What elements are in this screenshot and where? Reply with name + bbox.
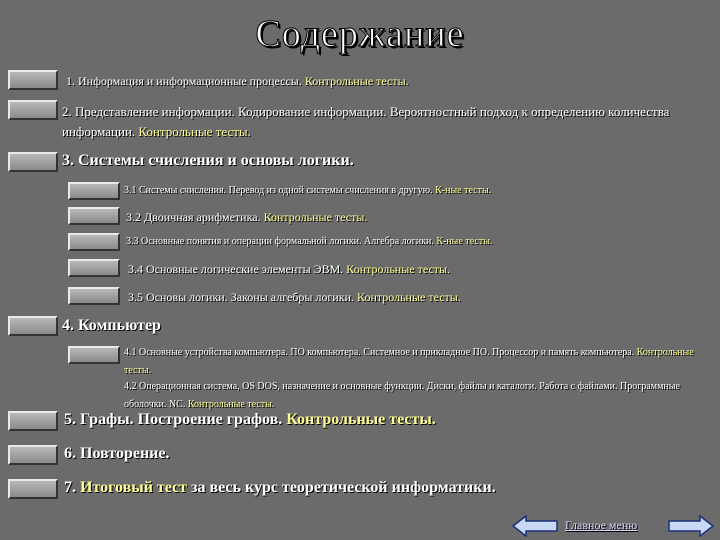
item-3-3-button[interactable] bbox=[68, 233, 120, 251]
item-3-4-button[interactable] bbox=[68, 259, 120, 277]
item-6-label: 6. Повторение. bbox=[64, 445, 170, 462]
item-1-button[interactable] bbox=[8, 70, 58, 90]
page-title: Содержание bbox=[255, 13, 465, 55]
item-5-tests-link[interactable]: Контрольные тесты. bbox=[286, 411, 436, 428]
item-3-label: 3. Системы счисления и основы логики. bbox=[62, 152, 354, 169]
item-3-2-tests-link[interactable]: Контрольные тесты. bbox=[263, 210, 368, 224]
item-3-1-button[interactable] bbox=[68, 182, 120, 200]
back-arrow-button[interactable] bbox=[512, 515, 558, 537]
item-2-button[interactable] bbox=[8, 100, 58, 120]
item-7-button[interactable] bbox=[8, 479, 58, 499]
item-7-label: 7. Итоговый тест за весь курс теоретической информатики. bbox=[64, 479, 496, 496]
item-4-2-label: 4.2 Операционная система, OS DOS, назначение и основные функции. Диски, файлы и каталоги. Работа с файлами. Программные оболочки. NC. Контрольные тесты. bbox=[124, 381, 680, 410]
item-3-5-tests-link[interactable]: Контрольные тесты. bbox=[357, 290, 461, 304]
arrow-left-icon bbox=[512, 515, 558, 537]
item-3-4-label: 3.4 Основные логические элементы ЭВМ. Контрольные тесты. bbox=[128, 262, 451, 276]
item-7-final-test-link[interactable]: Итоговый тест bbox=[80, 479, 188, 496]
item-3-4-tests-link[interactable]: Контрольные тесты. bbox=[346, 262, 451, 276]
forward-arrow-button[interactable] bbox=[668, 515, 714, 537]
item-3-2-button[interactable] bbox=[68, 207, 120, 225]
item-5-button[interactable] bbox=[8, 411, 58, 431]
item-3-1-tests-link[interactable]: К-ные тесты. bbox=[435, 185, 492, 196]
item-2-label: 2. Представление информации. Кодирование информации. Вероятностный подход к определению количества информации. Контрольные тесты. bbox=[62, 104, 670, 139]
item-3-5-button[interactable] bbox=[68, 287, 120, 305]
item-4-1-tests-link[interactable]: Контрольные тесты. bbox=[124, 347, 694, 376]
item-3-5-label: 3.5 Основы логики. Законы алгебры логики. Контрольные тесты. bbox=[128, 290, 461, 304]
item-1-tests-link[interactable]: Контрольные тесты. bbox=[304, 74, 409, 88]
item-3-3-tests-link[interactable]: К-ные тесты. bbox=[436, 236, 493, 247]
item-3-1-label: 3.1 Системы счисления. Перевод из одной системы счисления в другую. К-ные тесты. bbox=[124, 185, 492, 196]
item-2-tests-link[interactable]: Контрольные тесты. bbox=[138, 124, 251, 139]
item-4-1-label: 4.1 Основные устройства компьютера. ПО компьютера. Системное и прикладное ПО. Процессор и память компьютера. Контрольные тесты. bbox=[124, 347, 694, 376]
main-menu-link[interactable]: Главное меню bbox=[565, 518, 638, 532]
item-1-label: 1. Информация и информационные процессы. Контрольные тесты. bbox=[66, 74, 409, 88]
item-3-2-label: 3.2 Двоичная арифметика. Контрольные тесты. bbox=[126, 210, 368, 224]
item-6-button[interactable] bbox=[8, 445, 58, 465]
item-5-label: 5. Графы. Построение графов. Контрольные тесты. bbox=[64, 411, 436, 428]
item-3-button[interactable] bbox=[8, 152, 58, 172]
item-3-3-label: 3.3 Основные понятия и операции формальной логики. Алгебра логики. К-ные тесты. bbox=[126, 236, 493, 247]
item-4-label: 4. Компьютер bbox=[62, 317, 161, 334]
arrow-right-icon bbox=[668, 515, 714, 537]
item-4-button[interactable] bbox=[8, 316, 58, 336]
item-4-1-button[interactable] bbox=[68, 346, 120, 364]
item-4-2-tests-link[interactable]: Контрольные тесты. bbox=[187, 399, 275, 410]
